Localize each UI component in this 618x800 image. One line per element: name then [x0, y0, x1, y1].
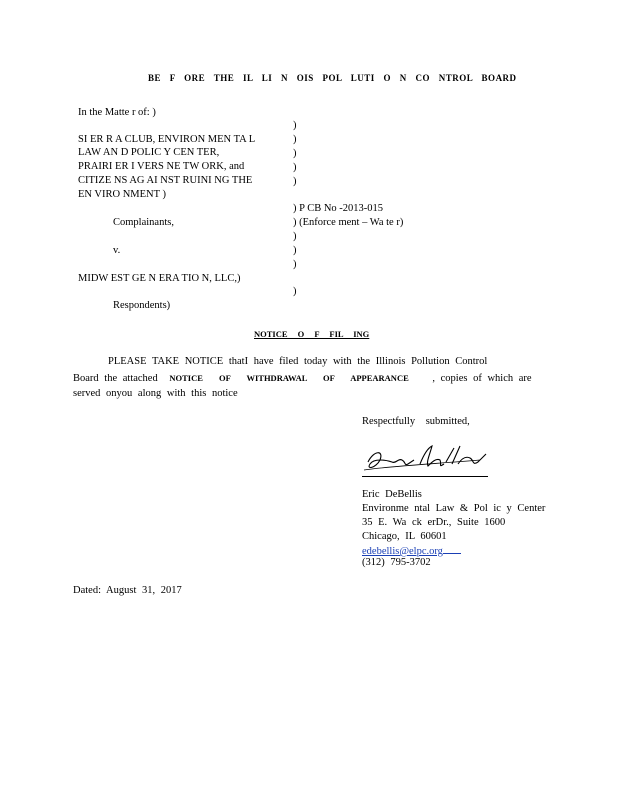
signer-phone: (312) 795-3702 — [362, 557, 431, 568]
respondents-label: Respondents) — [113, 300, 171, 311]
paren: ) — [293, 286, 297, 297]
respondent-name: MIDW EST GE N ERA TIO N, LLC,) — [78, 273, 241, 284]
paren: ) — [293, 259, 297, 270]
versus-label: v. — [113, 245, 121, 256]
body-line-2-start: Board the attached — [73, 373, 158, 384]
notice-title: NOTICE O F FIL ING — [254, 329, 370, 339]
paren: ) — [293, 162, 297, 173]
dated-line: Dated: August 31, 2017 — [73, 585, 182, 596]
paren: ) — [293, 148, 297, 159]
body-line-3: served onyou along with this notice — [73, 388, 238, 399]
paren: ) — [293, 134, 297, 145]
email-link[interactable]: edebellis@elpc.org — [362, 546, 443, 557]
party-line: EN VIRO NMENT ) — [78, 189, 166, 200]
paren: ) — [293, 231, 297, 242]
body-line-2-end: , copies of which are — [432, 373, 532, 384]
body-line-2 — [73, 372, 532, 385]
paren: ) — [293, 176, 297, 187]
party-line: PRAIRI ER I VERS NE TW ORK, and — [78, 161, 245, 172]
party-line: SI ER R A CLUB, ENVIRON MEN TA L — [78, 134, 256, 145]
heading: BE F ORE THE IL LI N OIS POL LUTI O N CO NTROL BOARD — [148, 73, 517, 83]
paren: ) — [293, 120, 297, 131]
party-line: LAW AN D POLIC Y CEN TER, — [78, 147, 220, 158]
signer-street: 35 E. Wa ck erDr., Suite 1600 — [362, 517, 506, 528]
case-number: ) P CB No -2013-015 — [293, 203, 384, 214]
body-line-1: PLEASE TAKE NOTICE thatI have filed today with the Illinois Pollution Control — [108, 356, 488, 367]
signer-city: Chicago, IL 60601 — [362, 531, 447, 542]
attached-document-title: NOTICE OF WITHDRAWAL OF APPEARANCE — [169, 373, 409, 383]
signer-org: Environme ntal Law & Pol ic y Center — [362, 503, 546, 514]
matter-line: In the Matte r of: ) — [78, 107, 156, 118]
party-line: CITIZE NS AG AI NST RUINI NG THE — [78, 175, 253, 186]
complainants-label: Complainants, — [113, 217, 174, 228]
paren: ) — [293, 245, 297, 256]
signature-line — [362, 476, 488, 477]
signature-image — [362, 440, 494, 476]
signer-name: Eric DeBellis — [362, 489, 422, 500]
closing: Respectfully submitted, — [362, 416, 470, 427]
enforcement-label: ) (Enforce ment – Wa te r) — [293, 217, 404, 228]
